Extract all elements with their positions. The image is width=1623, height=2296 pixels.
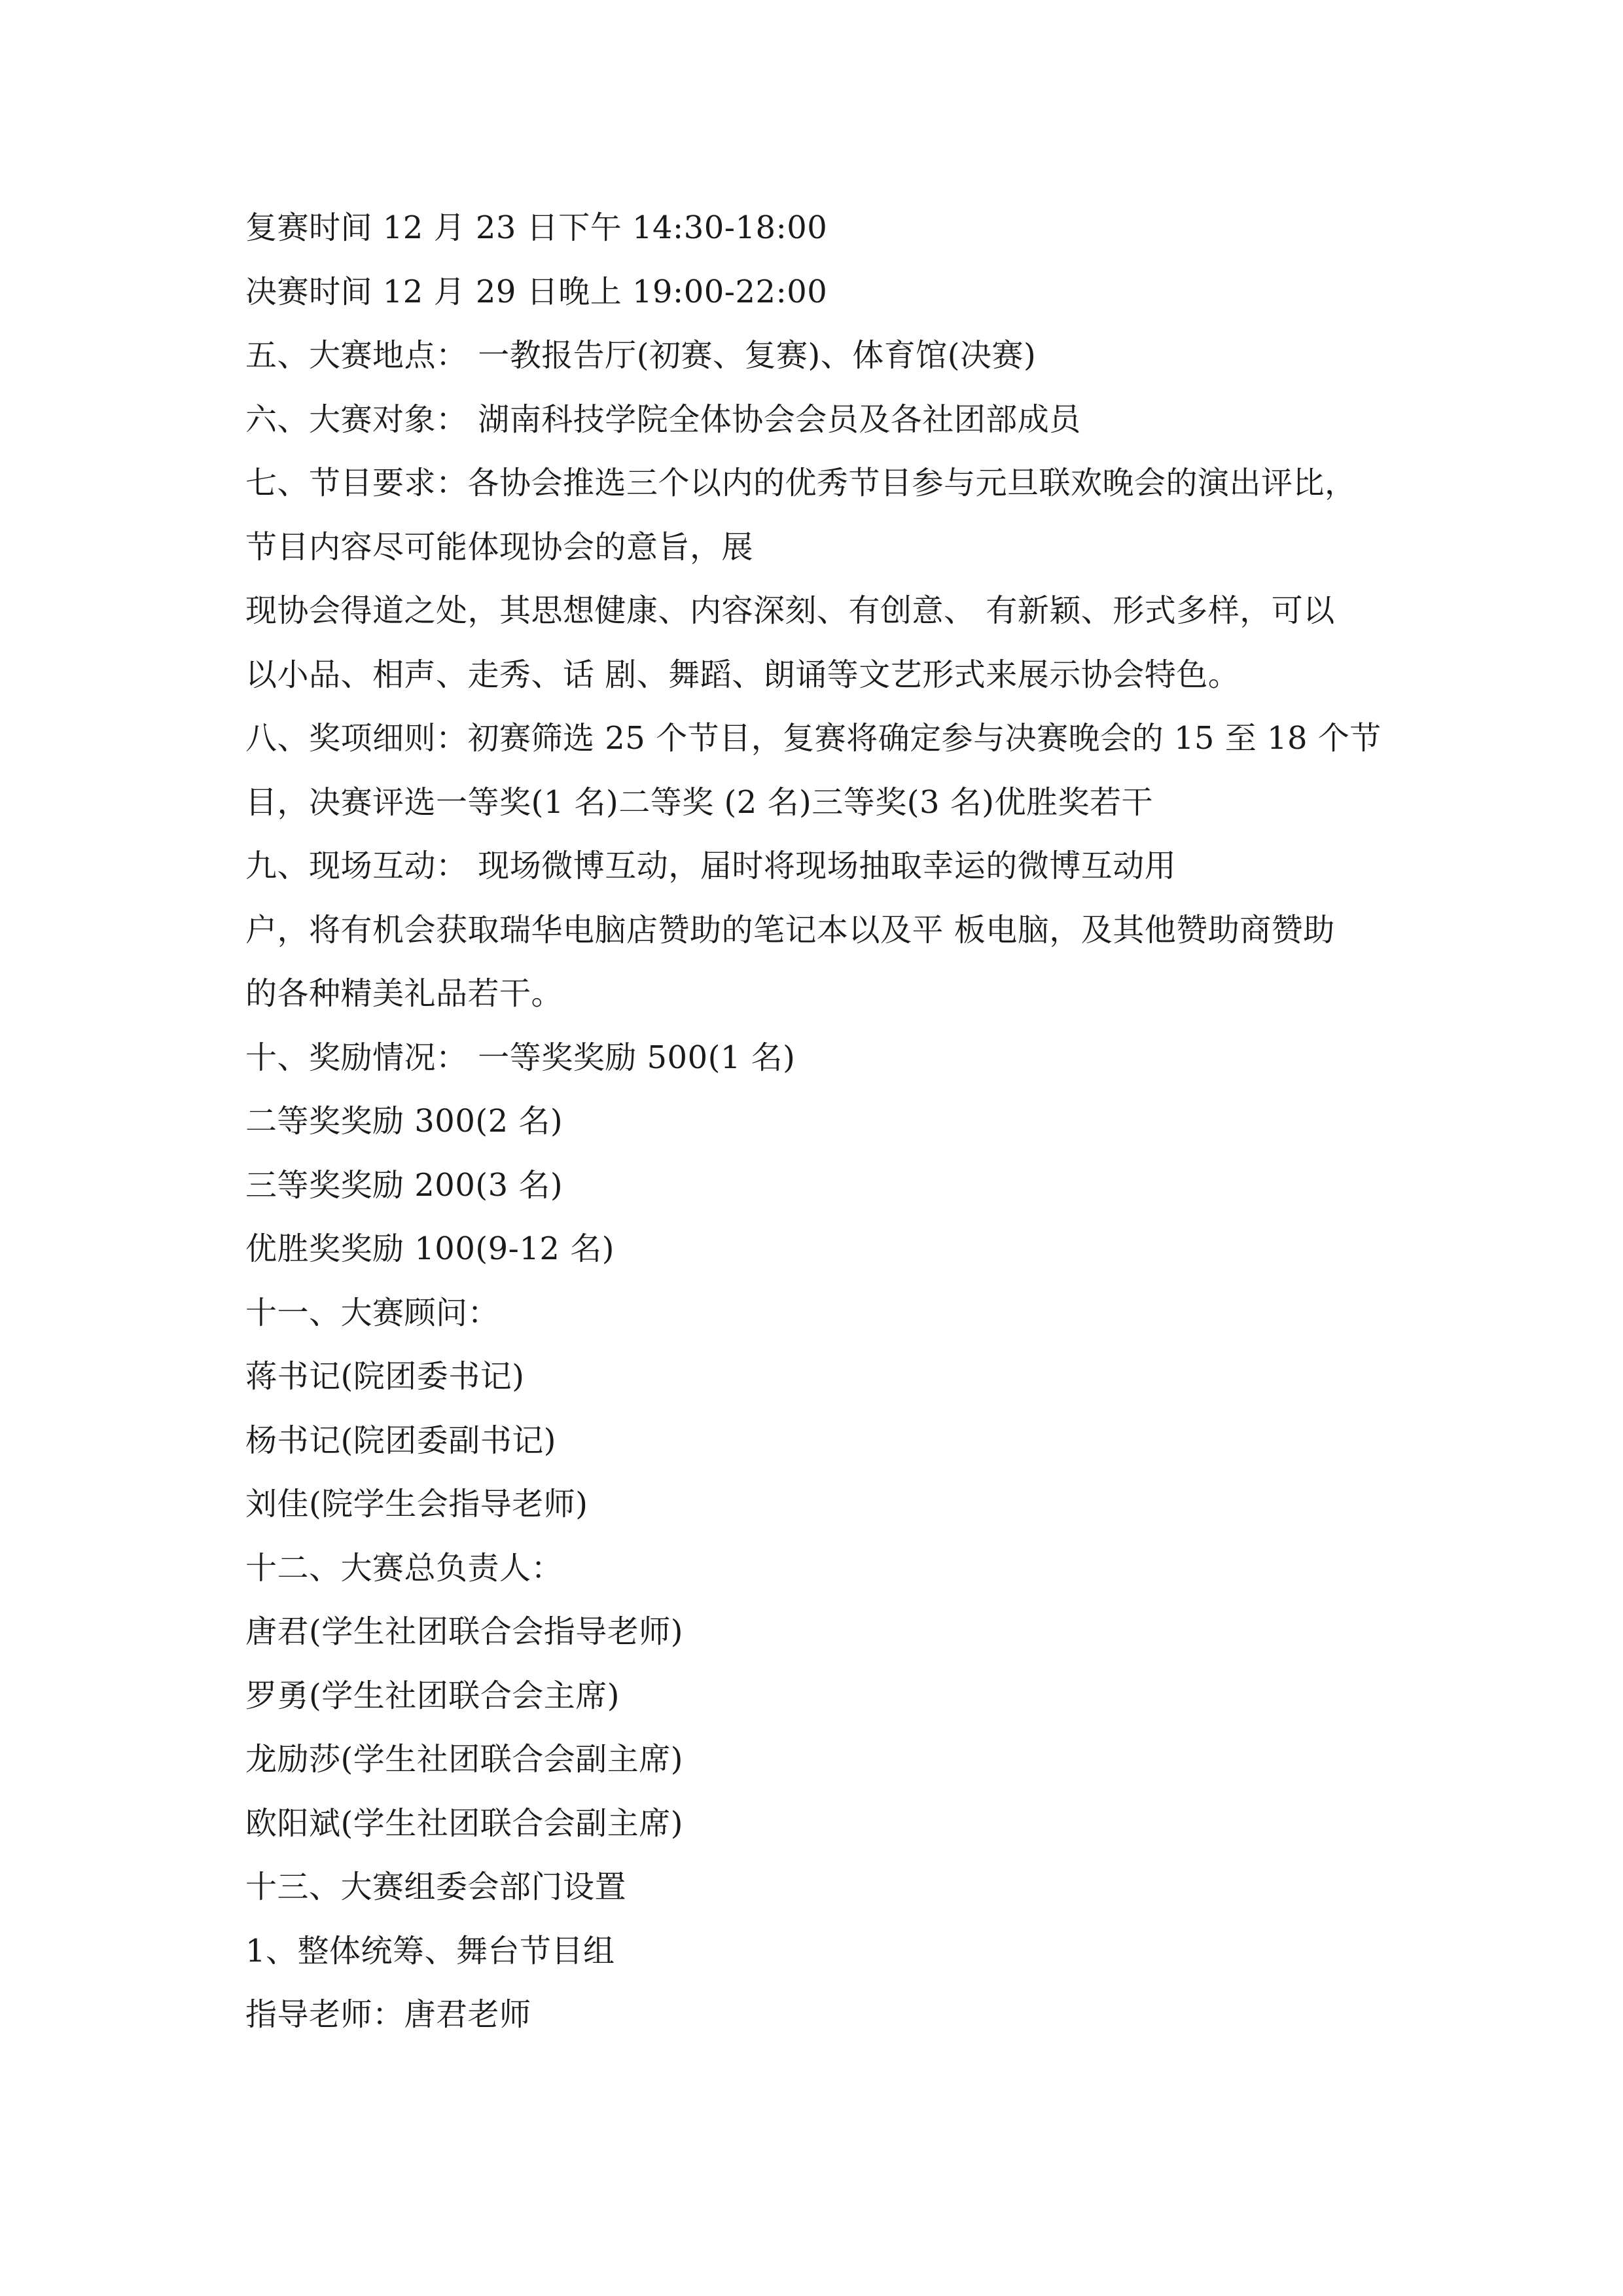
text-line-advisor-2: 杨书记(院团委副书记) [245,1422,556,1459]
text-line-live-interaction: 九、现场互动： 现场微博互动，届时将现场抽取幸运的微博互动用 [245,848,1177,884]
text-line-program-requirements: 七、节目要求：各协会推选三个以内的优秀节目参与元旦联欢晚会的演出评比， [245,465,1357,501]
text-line-leader-1: 唐君(学生社团联合会指导老师) [245,1613,683,1650]
text-line-venue: 五、大赛地点： 一教报告厅(初赛、复赛)、体育馆(决赛) [245,337,1037,374]
text-line-merit-prize: 优胜奖奖励 100(9-12 名) [245,1230,615,1267]
text-line-leader-2: 罗勇(学生社团联合会主席) [245,1677,620,1714]
text-line-advisors-heading: 十一、大赛顾问： [245,1294,500,1331]
text-line-leader-4: 欧阳斌(学生社团联合会副主席) [245,1804,683,1842]
text-line-committee-heading: 十三、大赛组委会部门设置 [245,1869,627,1905]
document-body [245,196,1384,2047]
text-line-third-prize: 三等奖奖励 200(3 名) [245,1166,563,1204]
text-line-committee-group-1: 1、整体统筹、舞台节目组 [245,1932,615,1969]
text-line-program-requirements-cont-3: 以小品、相声、走秀、话 剧、舞蹈、朗诵等文艺形式来展示协会特色。 [245,656,1240,693]
text-line-advisor-3: 刘佳(院学生会指导老师) [245,1486,588,1522]
text-line-advisor-1: 蒋书记(院团委书记) [245,1358,525,1395]
text-line-rewards-heading: 十、奖励情况： 一等奖奖励 500(1 名) [245,1039,796,1076]
text-line-participants: 六、大赛对象： 湖南科技学院全体协会会员及各社团部成员 [245,401,1081,438]
text-line-leader-3: 龙励莎(学生社团联合会副主席) [245,1741,683,1778]
text-line-semifinal-time: 复赛时间 12 月 23 日下午 14:30-18:00 [245,209,828,246]
text-line-live-interaction-cont-1: 户，将有机会获取瑞华电脑店赞助的笔记本以及平 板电脑，及其他赞助商赞助 [245,911,1335,948]
text-line-committee-group-1-advisor: 指导老师：唐君老师 [245,1996,531,2033]
text-line-award-rules-cont: 目，决赛评选一等奖(1 名)二等奖 (2 名)三等奖(3 名)优胜奖若干 [245,783,1154,821]
text-line-live-interaction-cont-2: 的各种精美礼品若干。 [245,975,563,1012]
text-line-leaders-heading: 十二、大赛总负责人： [245,1549,563,1587]
text-line-award-rules: 八、奖项细则：初赛筛选 25 个节目，复赛将确定参与决赛晚会的 15 至 18 个节 [245,720,1382,757]
text-line-program-requirements-cont-2: 现协会得道之处，其思想健康、内容深刻、有创意、 有新颖、形式多样，可以 [245,592,1335,629]
text-line-second-prize: 二等奖奖励 300(2 名) [245,1103,563,1139]
text-line-program-requirements-cont-1: 节目内容尽可能体现协会的意旨，展 [245,528,754,565]
text-line-final-time: 决赛时间 12 月 29 日晚上 19:00-22:00 [245,273,828,310]
